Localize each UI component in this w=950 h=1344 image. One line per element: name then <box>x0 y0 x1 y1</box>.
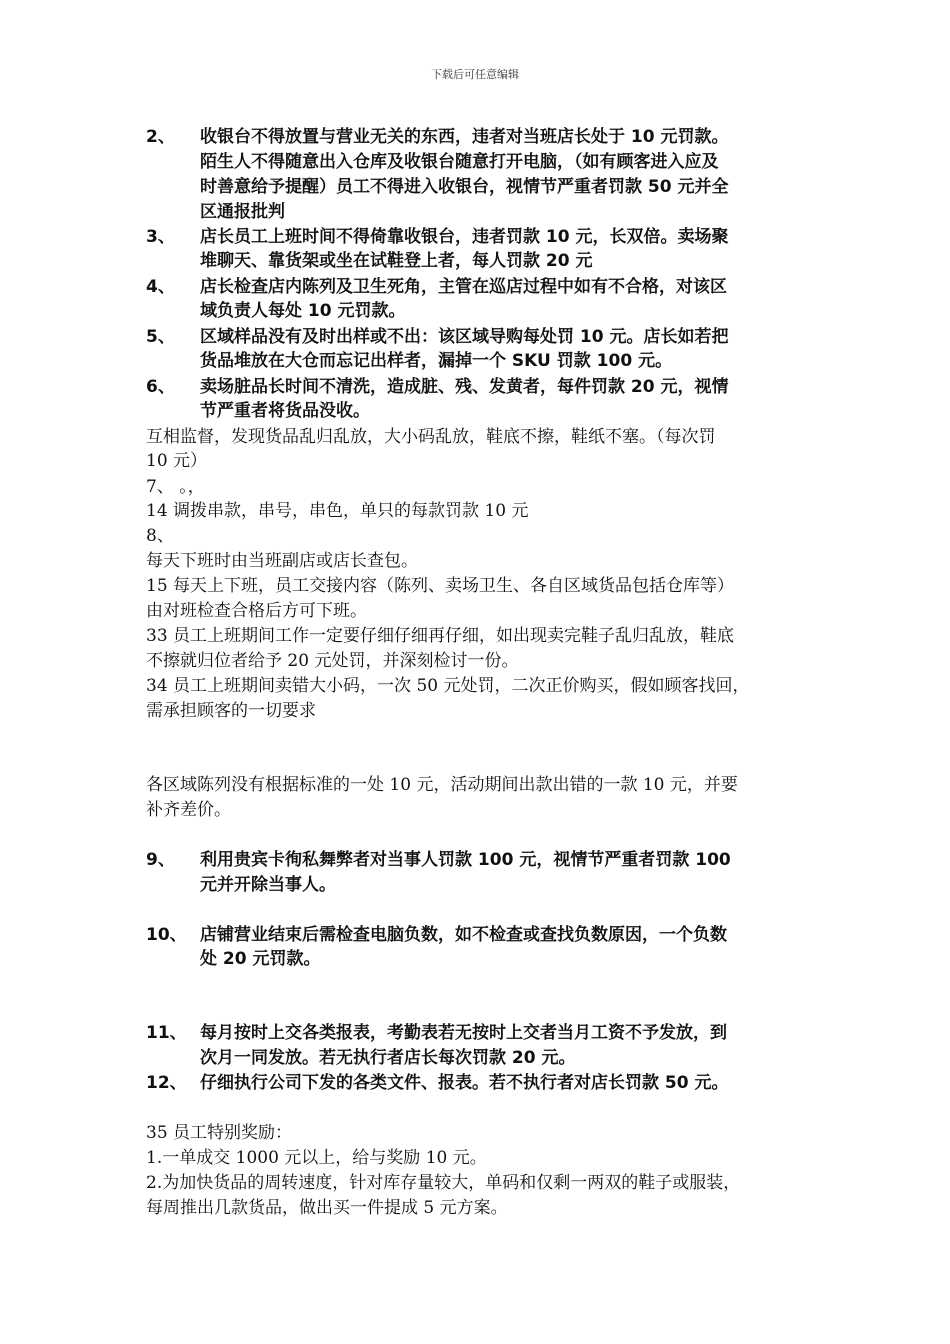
item-line: 收银台不得放置与营业无关的东西，违者对当班店长处于 10 元罚款。 <box>200 127 729 147</box>
item-line: 堆聊天、靠货架或坐在试鞋登上者，每人罚款 20 元 <box>200 251 593 271</box>
item-number: 11、 <box>146 1023 187 1043</box>
item-line: 陌生人不得随意出入仓库及收银台随意打开电脑，（如有顾客进入应及 <box>200 152 719 172</box>
item-line: 每月按时上交各类报表，考勤表若无按时上交者当月工资不予发放，到 <box>200 1023 727 1043</box>
item-line: 时善意给予提醒）员工不得进入收银台，视情节严重者罚款 50 元并全 <box>200 177 729 197</box>
page-header: 下载后可任意编辑 <box>431 68 519 81</box>
body-line: 每天下班时由当班副店或店长查包。 <box>146 551 418 571</box>
item-line: 仔细执行公司下发的各类文件、报表。若不执行者对店长罚款 50 元。 <box>200 1073 729 1093</box>
body-line: 补齐差价。 <box>146 800 231 820</box>
body-line: 33 员工上班期间工作一定要仔细仔细再仔细，如出现卖完鞋子乱归乱放，鞋底 <box>146 626 735 646</box>
body-line: 34 员工上班期间卖错大小码，一次 50 元处罚，二次正价购买，假如顾客找回， <box>146 676 750 696</box>
body-line: 需承担顾客的一切要求 <box>146 701 316 721</box>
body-line: 不擦就归位者给予 20 元处罚，并深刻检讨一份。 <box>146 651 519 671</box>
item-number: 2、 <box>146 127 175 147</box>
reward-line: 1.一单成交 1000 元以上，给与奖励 10 元。 <box>146 1148 487 1168</box>
item-line: 区域样品没有及时出样或不出：该区域导购每处罚 10 元。店长如若把 <box>200 327 729 347</box>
body-line: 10 元） <box>146 451 208 471</box>
item-line: 货品堆放在大仓而忘记出样者，漏掉一个 SKU 罚款 100 元。 <box>200 351 673 371</box>
body-line: 15 每天上下班，员工交接内容（陈列、卖场卫生、各自区域货品包括仓库等） <box>146 576 735 596</box>
item-number: 6、 <box>146 377 175 397</box>
item-line: 次月一同发放。若无执行者店长每次罚款 20 元。 <box>200 1048 576 1068</box>
body-line: 7、 。， <box>146 477 205 497</box>
item-line: 卖场脏品长时间不清洗，造成脏、残、发黄者，每件罚款 20 元，视情 <box>200 377 729 397</box>
body-line: 由对班检查合格后方可下班。 <box>146 601 367 621</box>
body-line: 互相监督，发现货品乱归乱放，大小码乱放，鞋底不擦，鞋纸不塞。（每次罚 <box>146 427 716 447</box>
body-line: 14 调拨串款，串号，串色，单只的每款罚款 10 元 <box>146 501 529 521</box>
item-line: 处 20 元罚款。 <box>200 949 321 969</box>
body-line: 8、 <box>146 526 174 546</box>
item-number: 9、 <box>146 850 175 870</box>
item-number: 10、 <box>146 925 187 945</box>
body-line: 各区域陈列没有根据标准的一处 10 元，活动期间出款出错的一款 10 元，并要 <box>146 775 738 795</box>
item-line: 店长员工上班时间不得倚靠收银台，违者罚款 10 元，长双倍。卖场聚 <box>200 227 729 247</box>
item-line: 店长检查店内陈列及卫生死角，主管在巡店过程中如有不合格，对该区 <box>200 277 727 297</box>
item-number: 12、 <box>146 1073 187 1093</box>
item-number: 4、 <box>146 277 175 297</box>
item-line: 域负责人每处 10 元罚款。 <box>200 301 406 321</box>
reward-line: 每周推出几款货品，做出买一件提成 5 元方案。 <box>146 1198 508 1218</box>
item-number: 5、 <box>146 327 175 347</box>
item-line: 区通报批判 <box>200 202 285 222</box>
reward-line: 2.为加快货品的周转速度，针对库存量较大，单码和仅剩一两双的鞋子或服装， <box>146 1173 741 1193</box>
item-line: 节严重者将货品没收。 <box>200 401 370 421</box>
item-line: 元并开除当事人。 <box>200 875 336 895</box>
item-number: 3、 <box>146 227 175 247</box>
item-line: 利用贵宾卡徇私舞弊者对当事人罚款 100 元，视情节严重者罚款 100 <box>200 850 731 870</box>
item-line: 店铺营业结束后需检查电脑负数，如不检查或查找负数原因，一个负数 <box>200 925 727 945</box>
reward-title: 35 员工特别奖励： <box>146 1123 293 1143</box>
